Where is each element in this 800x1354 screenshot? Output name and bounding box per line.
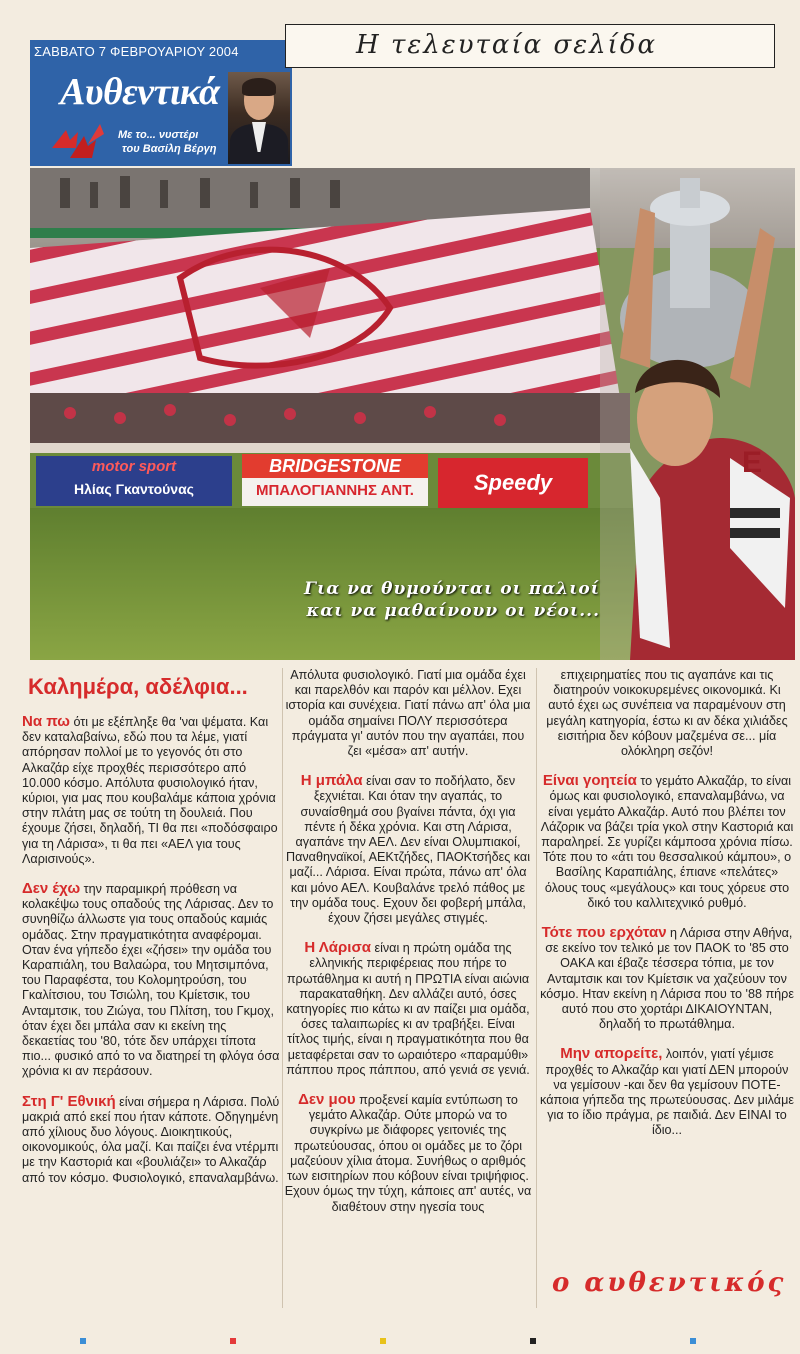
lead-6: Η Λάρισα (304, 939, 371, 957)
lead-9: Είναι γοητεία (542, 772, 637, 790)
text-9: το γεμάτο Αλκαζάρ, το είναι όμως και φυσιολογικό, επαναλαμβάνω, να είναι γεμάτο Αλκαζάρ. Αυτό που βλέπει τον Λάζορικ να βάζει τρία γκολ στην Καστοριά και παραληρεί. Σε γυρίζει κάμποσα χρόνια πίσω. Τότε που το «άτι του θεσσαλικού κάμπου», ο Βασίλης Καραπιάλης, έπιανε «πελάτες» όλους τους «μεγάλους» και τους χόρευε στο δικό του καλλιτεχνικό ρυθμό. (540, 774, 794, 910)
article-column-2 (284, 668, 532, 1229)
byline-line-2: του Βασίλη Βέργη (122, 143, 217, 155)
ad-board-middle (242, 454, 428, 506)
paragraph-7 (284, 1092, 532, 1215)
text-7: προξενεί καμία εντύπωση το γεμάτο Αλκαζάρ. Ούτε μπορώ να το συγκρίνω με διάφορες γειτονιές της πρωτεύουσας, όπου οι ομάδες με το ζόρι μαζεύουν χίλια άτομα. Συνήθως ο αριθμός των εισιτηρίων που κόβουν είναι τριψήφιος. Εχουν όμως την τύχη, κάποιες απ' αυτές, να διαθέτουν στην ηγεσία τους (284, 1093, 532, 1214)
text-10: η Λάρισα στην Αθήνα, σε εκείνο τον τελικό με τον ΠΑΟΚ το '85 στο ΟΑΚΑ και έβαζε τέσσερα τόπια, με τον Ανταμτσικ και τον Κμίετσικ να χαζεύουν τον κόσμο. Ηταν εκείνη η Λάρισα που το '88 πήρε αυτό που στο χορτάρι ΔΙΚΑΙΟΥΝΤΑΝ, δηλαδή το πρωτάθλημα. (540, 926, 794, 1032)
lead-3: Στη Γ' Εθνική (22, 1092, 116, 1110)
text-5: είναι σαν το ποδήλατο, δεν ξεχνιέται. Και όταν την αγαπάς, το συναίσθημά σου βγαίνει πάντα, όχι για πέντε ή δέκα χρόνια. Και στη Λάρισα, αγαπάνε την ΑΕΛ. Δεν είναι Ολυμπιακοί, Παναθηναϊκοί, ΑΕΚτζήδες, ΠΑΟΚτσήδες και μαζί... Λάρισα. Είναι πρώτα, πάνω απ' όλα και μόνο ΑΕΛ. Κουβαλάνε τρελό πάθος με την ομάδα τους. Εχουν δει φοβερή μπάλα, έχουν ζήσει μεγάλες στιγμές. (285, 774, 530, 926)
ad-left-line-1: motor sport (91, 458, 177, 475)
lead-5: Η μπάλα (300, 772, 363, 790)
paragraph-11 (540, 1046, 794, 1138)
paragraph-8: επιχειρηματίες που τις αγαπάνε και τις διατηρούν νοικοκυρεμένες οικονομικά. Κι αυτό έχει ως συνέπεια να παραμένουν στη μεγάλη κατηγορία, έστω κι αν δέκα χιλιάδες εισιτήρια δεν κόβουν μαζεμένα σε... μία ολόκληρη σεζόν! (546, 668, 788, 759)
paragraph-2 (22, 881, 280, 1080)
ad-board-right: Speedy (473, 470, 553, 495)
lead-11: Μην απορείτε, (560, 1045, 663, 1063)
paragraph-1 (22, 714, 280, 867)
text-11: λοιπόν, γιατί γέμισε προχθές το Αλκαζάρ και γιατί ΔΕΝ μπορούν να γεμίσουν -και δεν θα γεμίσουν ΠΟΤΕ- κάποια γήπεδα της πρωτεύουσας. Δεν μιλάμε για το ίδιο πράγμα, ρε παιδιά. Δεν ΕΙΝΑΙ το ίδιο... (540, 1047, 794, 1138)
paragraph-4: Απόλυτα φυσιολογικό. Γιατί μια ομάδα έχει και παρελθόν και παρόν και μέλλον. Εχει ιστορία και συνέχεια. Γιατί πάνω απ' όλα μια ομάδα σημαίνει ΠΟΛΥ περισσότερα πράγματα γι' αυτόν που την αγαπάει, που ζει «μέσα» απ' αυτήν. (285, 668, 531, 759)
paragraph-5 (284, 773, 532, 926)
lead-7: Δεν μου (298, 1091, 356, 1109)
arrows-icon (48, 118, 108, 166)
lead-10: Τότε που ερχόταν (541, 924, 667, 942)
text-1: ότι με εξέπληξε θα 'ναι ψέματα. Και δεν καταλαβαίνω, εδώ που τα λέμε, γιατί απόρησαν πολλοί με το γεγονός ότι στο Αλκαζάρ είχε προχθές περισσότερο από 10.000 κόσμο. Απόλυτα φυσιολογικό ήταν, κύριοι, για μας που κουβαλάμε κάποια χρόνια στην πλάτη μας σε τούτη τη δουλειά. Που έχουμε ζήσει, δηλαδή, ΤΙ θα πει «ποδόσφαιρο για τη Λάρισα», τι θα πει «ΑΕΛ για τους Λαρισινούς». (22, 715, 278, 866)
article-column-3 (540, 668, 794, 1153)
text-3: είναι σήμερα η Λάρισα. Πολύ μακριά από εκεί που ήταν κάποτε. Οδηγημένη από χίλιους δυο λόγους. Διοικητικούς, οικονομικούς, όλα μαζί. Και παίζει ένα ντέρμπι με την Καστοριά και «βουλιάζει» το Αλκαζάρ από τον κόσμο. Φυσιολογικό, επαναλαμβάνω. (22, 1094, 280, 1185)
article-headline: Καλημέρα, αδέλφια... (28, 674, 248, 699)
ad-left-line-2: Ηλίας Γκαντούνας (74, 481, 194, 497)
byline-line-1: Με το... νυστέρι (118, 129, 199, 141)
column-byline (118, 128, 228, 156)
paragraph-10 (540, 925, 794, 1032)
divider-2 (536, 668, 537, 1308)
page-label: Η τελευταία σελίδα (356, 30, 658, 60)
scarf-letter: E (742, 446, 763, 479)
caption-line-1: Για να θυμούνται οι παλιοί (304, 579, 600, 599)
article-column-1 (22, 668, 280, 1200)
photo-caption (300, 578, 600, 622)
paragraph-6 (284, 940, 532, 1078)
divider-1 (282, 668, 283, 1308)
text-6: είναι η πρώτη ομάδα της ελληνικής περιφέρειας που πήρε το πρωτάθλημα κι αυτή η ΠΡΩΤΙΑ είναι αιώνια παρακαταθήκη. Δεν αλλάζει αυτό, όσες κατηγορίες πιο κάτω κι αν παίζει μια ομάδα, όσες ταλαιπωρίες κι αν τραβήξει. Είναι τίτλος τιμής, είναι η πραγματικότητα που θα μεταφέρεται σαν το ωραιότερο «παραμύθι» πάππου προς πάππου, από γενιά σε γενιά. (286, 941, 530, 1077)
author-signature: ο αυθεντικός (552, 1268, 787, 1298)
print-registration-marks (0, 1338, 800, 1344)
lead-2: Δεν έχω (22, 880, 81, 898)
paragraph-3 (22, 1094, 280, 1186)
issue-date: ΣΑΒΒΑΤΟ 7 ΦΕΒΡΟΥΑΡΙΟΥ 2004 (34, 44, 239, 59)
paragraph-9 (540, 773, 794, 911)
caption-line-2: και να μαθαίνουν οι νέοι... (306, 601, 600, 621)
text-2: την παραμικρή πρόθεση να κολακέψω τους οπαδούς της Λάρισας. Δεν το συνηθίζω άλλωστε για τους οπαδούς καμιάς ομάδας. Στην πραγματικότητα αναφέρομαι. Οταν ένα γήπεδο έχει «ζήσει» την ομάδα του Καραπιάλη, του Βαλαώρα, του Μητσιμπόνα, του Παραφέστα, του Κολομητρούση, του Γκαλίτσιου, του Τσιώλη, του Κμίετσικ, του Ανταμτσικ, του Ζιώγα, του Πλίτση, του Γκμοχ, όταν έχει δει μπάλα σαν κι εκείνη της δεκαετίας του '80, τότε δεν υπάρχει τίποτα πιο... φυσικό από το να διατηρεί τη φλόγα όσα χρόνια κι αν περάσουν. (22, 882, 280, 1079)
columnist-photo (228, 72, 290, 164)
ad-mid-line-1: BRIDGESTONE (269, 456, 401, 476)
lead-1: Να πω (22, 713, 70, 730)
ad-board-left (36, 456, 232, 506)
column-title: Αυθεντικά (60, 71, 220, 113)
ad-mid-line-2: ΜΠΑΛΟΓΙΑΝΝΗΣ ΑΝΤ. (256, 482, 414, 499)
